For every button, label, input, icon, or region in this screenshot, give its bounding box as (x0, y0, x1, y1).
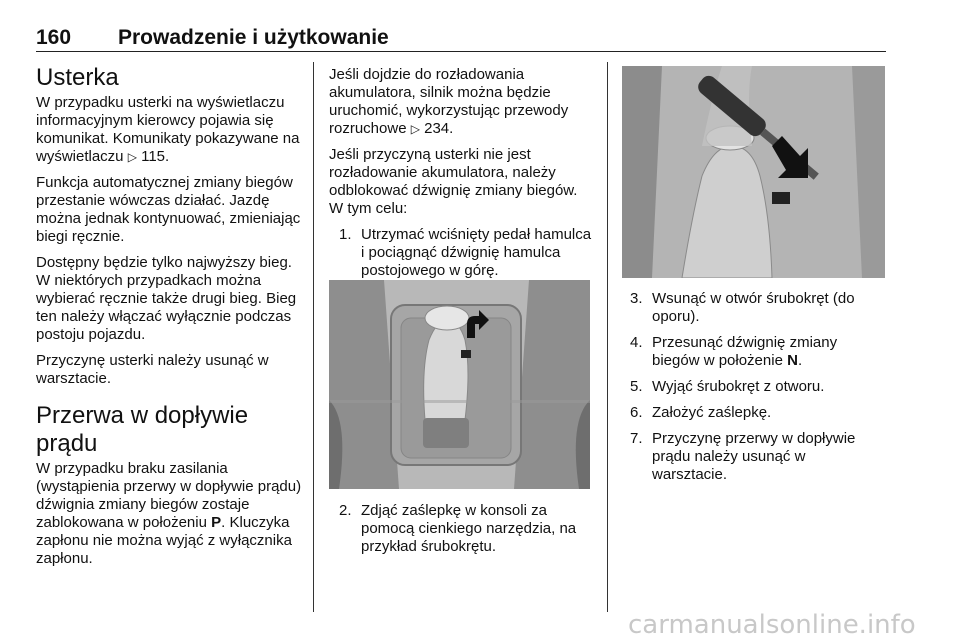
column-divider-right (607, 62, 608, 612)
page-number: 160 (36, 26, 72, 49)
section-title-przerwa: Przerwa w dopływie prądu (36, 402, 249, 457)
paragraph: W przypadku braku zasilania (wystąpienia przerwy w dopływie prądu) dźwignia zmiany biegów zostaje zablokowana w położeniu P. Kluczyka zapłonu nie można wyjąć z wyłącznika zapłonu. (36, 460, 302, 567)
section-title-usterka: Usterka (36, 64, 119, 91)
step-6: 6. Założyć zaślepkę. (630, 404, 772, 421)
step-5: 5. Wyjąć śrubokręt z otworu. (630, 378, 825, 395)
header-rule (36, 51, 886, 52)
column-right (630, 290, 880, 492)
page-header (36, 26, 886, 50)
figure-screwdriver (622, 66, 885, 278)
step-4: 4. Przesunąć dźwignię zmiany biegów w położenie N. (630, 334, 838, 369)
figure-gear-shifter (329, 280, 590, 489)
gear-shifter-illustration (329, 280, 590, 489)
paragraph: Dostępny będzie tylko najwyższy bieg. W niektórych przypadkach można wybierać ręcznie także drugi bieg. Bieg ten należy włączać wyłącznie podczas postoju pojazdu. (36, 254, 297, 343)
watermark: carmanualsonline.info (628, 610, 916, 640)
step-1: 1. Utrzymać wciśnięty pedał hamulca i pociągnąć dźwignię hamulca postojowego w górę. (339, 226, 592, 279)
step-3: 3. Wsunąć w otwór śrubokręt (do oporu). (630, 290, 855, 325)
paragraph: Jeśli dojdzie do rozładowania akumulatora, silnik można będzie uruchomić, wykorzystując przewody rozruchowe ▷ 234. (329, 66, 569, 137)
page-reference-arrow-icon: ▷ (127, 150, 137, 164)
page-reference-arrow-icon: ▷ (410, 122, 420, 136)
paragraph: W przypadku usterki na wyświetlaczu informacyjnym kierowcy pojawia się komunikat. Komunikaty pokazywane na wyświetlaczu ▷ 115. (36, 94, 300, 165)
column-middle (329, 66, 595, 288)
paragraph: Jeśli przyczyną usterki nie jest rozładowanie akumulatora, należy odblokować dźwignię zmiany biegów. W tym celu: (329, 146, 578, 217)
step-7: 7. Przyczynę przerwy w dopływie prądu należy usunąć w warsztacie. (630, 430, 856, 483)
column-left (36, 64, 304, 576)
screwdriver-illustration (622, 66, 885, 278)
column-divider-left (313, 62, 314, 612)
chapter-title: Prowadzenie i użytkowanie (118, 26, 389, 49)
paragraph: Przyczynę usterki należy usunąć w warsztacie. (36, 352, 269, 387)
paragraph: Funkcja automatycznej zmiany biegów przestanie wówczas działać. Jazdę można jednak kontynuować, zmieniając biegi ręcznie. (36, 174, 301, 245)
column-middle-lower (329, 502, 595, 564)
step-2: 2. Zdjąć zaślepkę w konsoli za pomocą cienkiego narzędzia, na przykład śrubokrętu. (339, 502, 577, 555)
